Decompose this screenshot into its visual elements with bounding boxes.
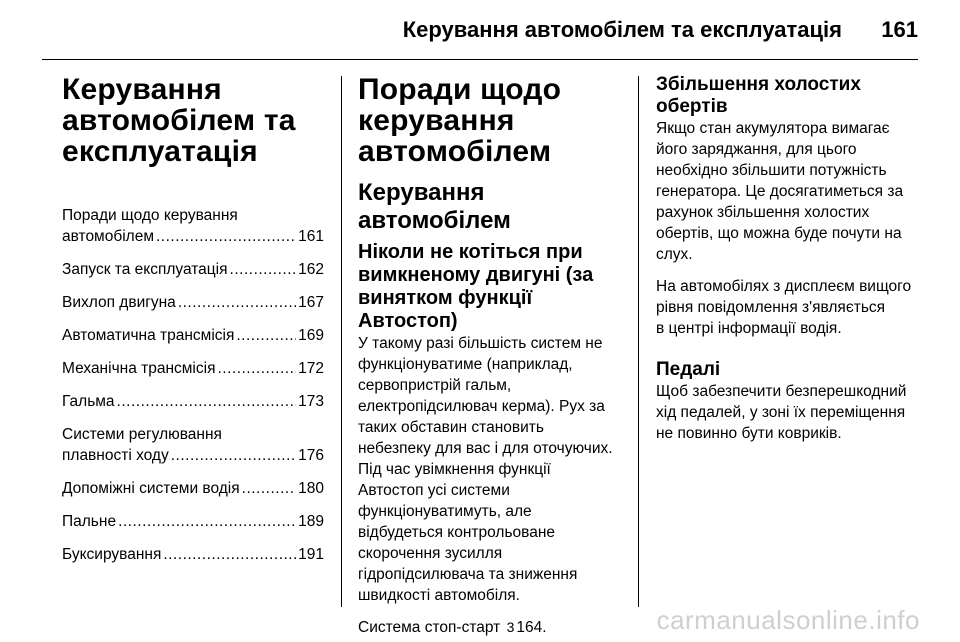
body-line: скорочення зусилля — [358, 545, 503, 562]
body-line: функціонуватимуть, але — [358, 503, 532, 520]
body-line: його заряджання, для цього — [656, 141, 857, 158]
chapter-title-line: Керування — [62, 73, 222, 106]
reference-page: 164. — [516, 619, 547, 636]
body-line: Автостоп усі системи — [358, 482, 510, 499]
body-line: На автомобілях з дисплеєм вищого — [656, 278, 912, 295]
toc-leader — [163, 544, 296, 565]
body-line: необхідно збільшити потужність — [656, 162, 887, 179]
toc-leader — [217, 358, 296, 379]
toc-item[interactable] — [62, 424, 324, 466]
body-line: небезпеку для вас і для оточуючих. — [358, 440, 613, 457]
subsection-title-line: винятком функції Автостоп) — [358, 287, 533, 332]
toc-item-label: Механічна трансмісія — [62, 360, 216, 377]
reference-label: Система стоп-старт — [358, 619, 501, 636]
toc-item-label: Буксирування — [62, 546, 162, 563]
toc-item-page: 173 — [298, 393, 324, 410]
toc-item-label: Допоміжні системи водія — [62, 480, 240, 497]
toc-leader — [156, 226, 296, 247]
pedals-paragraph — [656, 381, 928, 444]
toc-item-page: 161 — [298, 228, 324, 245]
toc-leader — [171, 445, 296, 466]
chapter-title — [62, 74, 324, 167]
toc-item[interactable] — [62, 358, 324, 379]
body-line: слух. — [656, 246, 693, 263]
toc-item-page: 176 — [298, 447, 324, 464]
table-of-contents — [62, 205, 324, 565]
toc-item[interactable] — [62, 292, 324, 313]
toc-leader — [236, 325, 296, 346]
section-title — [358, 74, 626, 167]
toc-item-label: Системи регулювання — [62, 426, 222, 443]
toc-leader — [242, 478, 296, 499]
toc-item[interactable] — [62, 259, 324, 280]
column-divider-1 — [341, 76, 342, 607]
body-line: електропідсилювач керма). Рух за — [358, 398, 605, 415]
toc-item-label: Гальма — [62, 393, 115, 410]
toc-item-label: Автоматична трансмісія — [62, 327, 235, 344]
body-line: У такому разі більшість систем не — [358, 335, 603, 352]
toc-item-label: Запуск та експлуатація — [62, 261, 228, 278]
idle-pedals-column — [656, 74, 928, 444]
page-number: 161 — [881, 17, 918, 42]
section-subtitle: Керування автомобілем — [358, 179, 511, 234]
cross-reference[interactable] — [358, 617, 626, 638]
toc-item-page: 189 — [298, 513, 324, 530]
subsection-title-line: вимкненому двигуні (за — [358, 264, 594, 286]
watermark: carmanualsonline.info — [656, 605, 920, 635]
toc-leader — [230, 259, 297, 280]
body-line: функціонуватиме (наприклад, — [358, 356, 573, 373]
section-title-line: керування — [358, 104, 515, 137]
body-line: хід педалей, у зоні їх переміщення — [656, 404, 906, 421]
toc-item-label: плавності ходу — [62, 447, 169, 464]
idle-paragraph-1 — [656, 118, 928, 265]
toc-item[interactable] — [62, 544, 324, 565]
toc-item-page: 180 — [298, 480, 324, 497]
toc-item[interactable] — [62, 391, 324, 412]
toc-item-page: 172 — [298, 360, 324, 377]
toc-item-page: 169 — [298, 327, 324, 344]
body-line: сервопристрій гальм, — [358, 377, 512, 394]
chapter-title-line: автомобілем та — [62, 104, 296, 137]
toc-item-page: 162 — [298, 261, 324, 278]
body-line: гідропідсилювача та зниження — [358, 566, 578, 583]
body-line: швидкості автомобіля. — [358, 587, 520, 604]
toc-item-page: 167 — [298, 294, 324, 311]
body-line: відбудеться контрольоване — [358, 524, 556, 541]
body-line: в центрі інформації водія. — [656, 320, 842, 337]
reference-arrow-icon: 3 — [506, 619, 515, 635]
body-paragraph — [358, 333, 626, 606]
toc-leader — [117, 391, 297, 412]
header-rule — [42, 59, 918, 60]
body-line: генератора. Це досягатиметься за — [656, 183, 904, 200]
body-line: Щоб забезпечити безперешкодний — [656, 383, 907, 400]
page-header — [0, 0, 960, 62]
toc-item-label: Вихлоп двигуна — [62, 294, 176, 311]
toc-item-label: Пальне — [62, 513, 117, 530]
idle-paragraph-2 — [656, 276, 928, 339]
toc-leader — [178, 292, 296, 313]
chapter-title-line: експлуатація — [62, 135, 258, 168]
body-line: Під час увімкнення функції — [358, 461, 551, 478]
subsection-title-line: Ніколи не котіться при — [358, 241, 583, 263]
header-title: Керування автомобілем та експлуатація — [402, 17, 842, 42]
toc-item[interactable] — [62, 511, 324, 532]
body-line: Якщо стан акумулятора вимагає — [656, 120, 890, 137]
chapter-column — [62, 74, 324, 577]
toc-item-label: автомобілем — [62, 228, 154, 245]
section-title-line: Поради щодо — [358, 73, 562, 106]
body-line: рівня повідомлення з'являється — [656, 299, 886, 316]
toc-item[interactable] — [62, 325, 324, 346]
section-title-line: автомобілем — [358, 135, 552, 168]
body-line: обертів, що можна буде почути на — [656, 225, 902, 242]
subsection-title — [358, 241, 626, 333]
pedals-title: Педалі — [656, 359, 721, 380]
body-line: рахунок збільшення холостих — [656, 204, 870, 221]
toc-item[interactable] — [62, 205, 324, 247]
toc-item-page: 191 — [298, 546, 324, 563]
toc-item[interactable] — [62, 478, 324, 499]
body-line: таких обставин становить — [358, 419, 544, 436]
toc-leader — [118, 511, 296, 532]
body-line: не повинно бути ковриків. — [656, 425, 842, 442]
column-divider-2 — [638, 76, 639, 607]
idle-speed-title: Збільшення холостих обертів — [656, 74, 861, 117]
driving-tips-column — [358, 74, 626, 638]
toc-item-label: Поради щодо керування — [62, 207, 238, 224]
